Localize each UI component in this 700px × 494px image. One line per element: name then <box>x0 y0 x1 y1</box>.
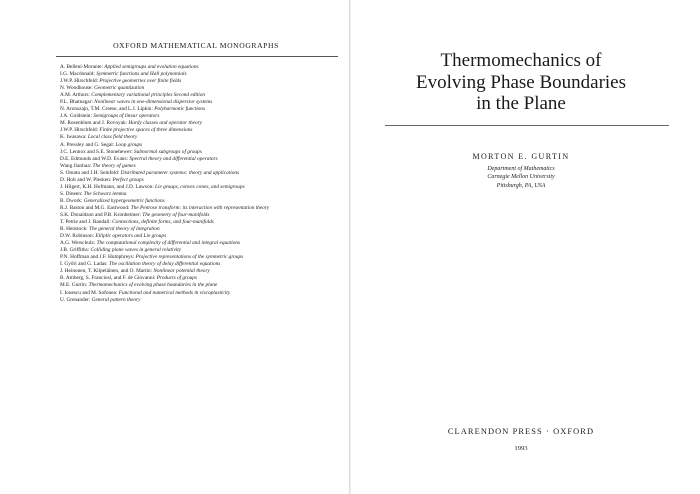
monograph-entry <box>60 149 345 156</box>
monograph-title: Generalized hypergeometric functions <box>83 197 165 204</box>
monograph-title: Semigroups of linear operators <box>93 113 160 120</box>
publisher: CLARENDON PRESS · OXFORD <box>447 427 595 436</box>
monograph-entry <box>60 78 345 85</box>
monograph-entry <box>60 113 345 120</box>
monograph-entry <box>60 191 345 198</box>
monograph-author: A.G. Werschulz: <box>60 240 96 247</box>
monograph-entry <box>60 92 345 99</box>
monograph-title: Geometric quantization <box>94 85 145 92</box>
monograph-author: J.W.P. Hirschfeld: <box>60 127 99 134</box>
monograph-title: Applied semigroups and evolution equations <box>104 64 199 70</box>
book-title-line-2: Evolving Phase Boundaries <box>415 71 627 93</box>
monograph-author: K. Iwasawa: <box>60 134 87 141</box>
monograph-entry <box>60 226 345 233</box>
monograph-title: Finite projective spaces of three dimensions <box>99 127 193 134</box>
monograph-author: J.A. Goldstein: <box>60 113 92 120</box>
book-title-line-1: Thermomechanics of <box>440 50 602 71</box>
author-name: MORTON E. GURTIN <box>472 152 570 161</box>
monograph-title: Nonlinear potential theory <box>153 268 210 275</box>
monograph-entry <box>60 64 345 71</box>
monograph-author: R.J. Baston and M.G. Eastwood: <box>60 204 130 211</box>
author-affiliation <box>371 165 671 190</box>
monograph-entry <box>60 212 345 219</box>
series-title-rule <box>56 56 338 57</box>
monograph-title: Hardy classes and operator theory <box>128 120 203 127</box>
monograph-title: Projective representations of the symmetric groups <box>135 254 244 261</box>
publication-year: 1993 <box>514 445 528 452</box>
monograph-entry <box>60 134 345 141</box>
title-page <box>351 0 700 494</box>
monograph-title: Polyharmonic functions <box>154 106 206 113</box>
monograph-author: U. Grenander: <box>60 296 91 303</box>
monograph-author: I. Ionescu and M. Sofonea: <box>60 289 118 296</box>
monograph-title: The Penrose transform: its interaction with representation theory <box>130 204 270 211</box>
monograph-entry <box>60 282 345 289</box>
monograph-author: N. Aronszajn, T.M. Creese, and L.J. Lipkin: <box>60 106 153 113</box>
monograph-author: A. Belleni-Morante: <box>60 64 103 70</box>
monograph-title: Complementary variational principles Second edition <box>91 92 206 99</box>
monograph-entry <box>60 170 345 177</box>
monograph-entry <box>60 290 345 297</box>
monograph-entry <box>60 184 345 191</box>
monograph-author: M. Rosenblum and J. Rovnyak: <box>60 120 128 127</box>
monograph-entry <box>60 163 345 170</box>
monograph-author: A.M. Arthurs: <box>60 92 90 99</box>
monograph-entry <box>60 198 345 205</box>
monograph-title: The geometry of four-manifolds <box>142 211 210 218</box>
affiliation-university: Carnegie Mellon University <box>487 174 555 181</box>
affiliation-city: Pittsburgh, PA, USA <box>496 182 546 189</box>
monograph-author: J.B. Griffiths: <box>60 247 90 254</box>
monograph-author: S. Omatu and J.H. Seinfeld: <box>60 169 120 176</box>
monograph-author: J.C. Lennox and S.E. Stonehewer: <box>60 148 133 155</box>
monograph-author: D.E. Edmunds and W.D. Evans: <box>60 155 128 162</box>
monograph-author: J.W.P. Hirschfeld: <box>60 78 99 85</box>
monograph-title: Connections, definite forms, and four-manifolds <box>112 219 214 226</box>
monograph-author: J. Heinonen, T. Kilpeläinen, and O. Martio: <box>60 268 153 275</box>
monograph-list <box>60 64 345 304</box>
monograph-title: Products of groups <box>156 275 197 282</box>
series-list-page <box>0 0 349 494</box>
monograph-title: Distributed parameter systems: theory and applications <box>120 169 240 176</box>
monograph-author: A. Pressley and G. Segal: <box>60 141 115 148</box>
monograph-title: General pattern theory <box>91 296 141 303</box>
monograph-title: Local class field theory <box>87 134 138 141</box>
monograph-author: I. Győri and G. Ladas: <box>60 261 108 268</box>
monograph-author: P.L. Bhatnagar: <box>60 99 93 106</box>
monograph-author: S.K. Donaldson and P.B. Kronheimer: <box>60 211 141 218</box>
monograph-title: The computational complexity of differential and integral equations <box>96 240 241 247</box>
monograph-title: Elliptic operators and Lie groups <box>95 233 167 240</box>
monograph-author: R. Henstock: <box>60 226 88 233</box>
monograph-author: J. Hilgert, K.H. Hofmann, and J.D. Lawson: <box>60 183 154 190</box>
monograph-author: M.E. Gurtin: <box>60 282 88 289</box>
monograph-author: P.N. Hoffman and J.F. Humphreys: <box>60 254 135 261</box>
monograph-title: Thermomechanics of evolving phase boundaries in the plane <box>88 282 218 289</box>
monograph-author: I.G. Macdonald: <box>60 71 95 78</box>
monograph-author: D. Holt and W. Plesken: <box>60 176 112 183</box>
book-title <box>371 50 671 115</box>
monograph-title: The oscillation theory of delay differential equations <box>109 261 221 268</box>
monograph-title: Subnormal subgroups of groups <box>134 148 202 155</box>
monograph-title: Nonlinear waves in one-dimensional dispersive systems <box>94 99 213 106</box>
monograph-author: Wang Jianhua: <box>60 162 92 169</box>
monograph-entry <box>60 177 345 184</box>
monograph-title: Lie groups, convex cones, and semigroups <box>155 183 245 190</box>
monograph-entry <box>60 156 345 163</box>
monograph-title: Symmetric functions and Hall polynomials <box>96 71 187 78</box>
monograph-title: The theory of games <box>92 162 136 169</box>
monograph-title: The Schwarz lemma <box>83 190 127 197</box>
title-rule <box>385 125 669 126</box>
monograph-author: S. Dineen: <box>60 190 83 197</box>
monograph-author: T. Petrie and J. Randall: <box>60 219 111 226</box>
affiliation-department: Department of Mathematics <box>487 166 555 172</box>
monograph-title: Projective geometries over finite fields <box>99 78 182 85</box>
monograph-entry <box>60 205 345 212</box>
monograph-author: N. Woodhouse: <box>60 85 93 92</box>
monograph-title: The general theory of integration <box>89 226 160 233</box>
monograph-title: Colliding plane waves in general relativity <box>90 247 182 254</box>
monograph-author: B. Amberg, S. Franciosi, and F. de Giovanni: <box>60 275 156 282</box>
series-title: OXFORD MATHEMATICAL MONOGRAPHS <box>113 41 279 50</box>
monograph-entry <box>60 261 345 268</box>
monograph-title: Loop groups <box>115 141 143 148</box>
monograph-author: B. Dwork: <box>60 197 83 204</box>
monograph-entry <box>60 142 345 149</box>
monograph-title: Functional and numerical methods in viscoplasticity <box>118 289 231 296</box>
monograph-author: D.W. Robinson: <box>60 233 95 240</box>
book-title-line-3: in the Plane <box>476 93 566 114</box>
monograph-title: Perfect groups <box>112 176 144 183</box>
monograph-title: Spectral theory and differential operators <box>129 155 218 162</box>
monograph-entry <box>60 85 345 92</box>
monograph-entry <box>60 297 345 304</box>
